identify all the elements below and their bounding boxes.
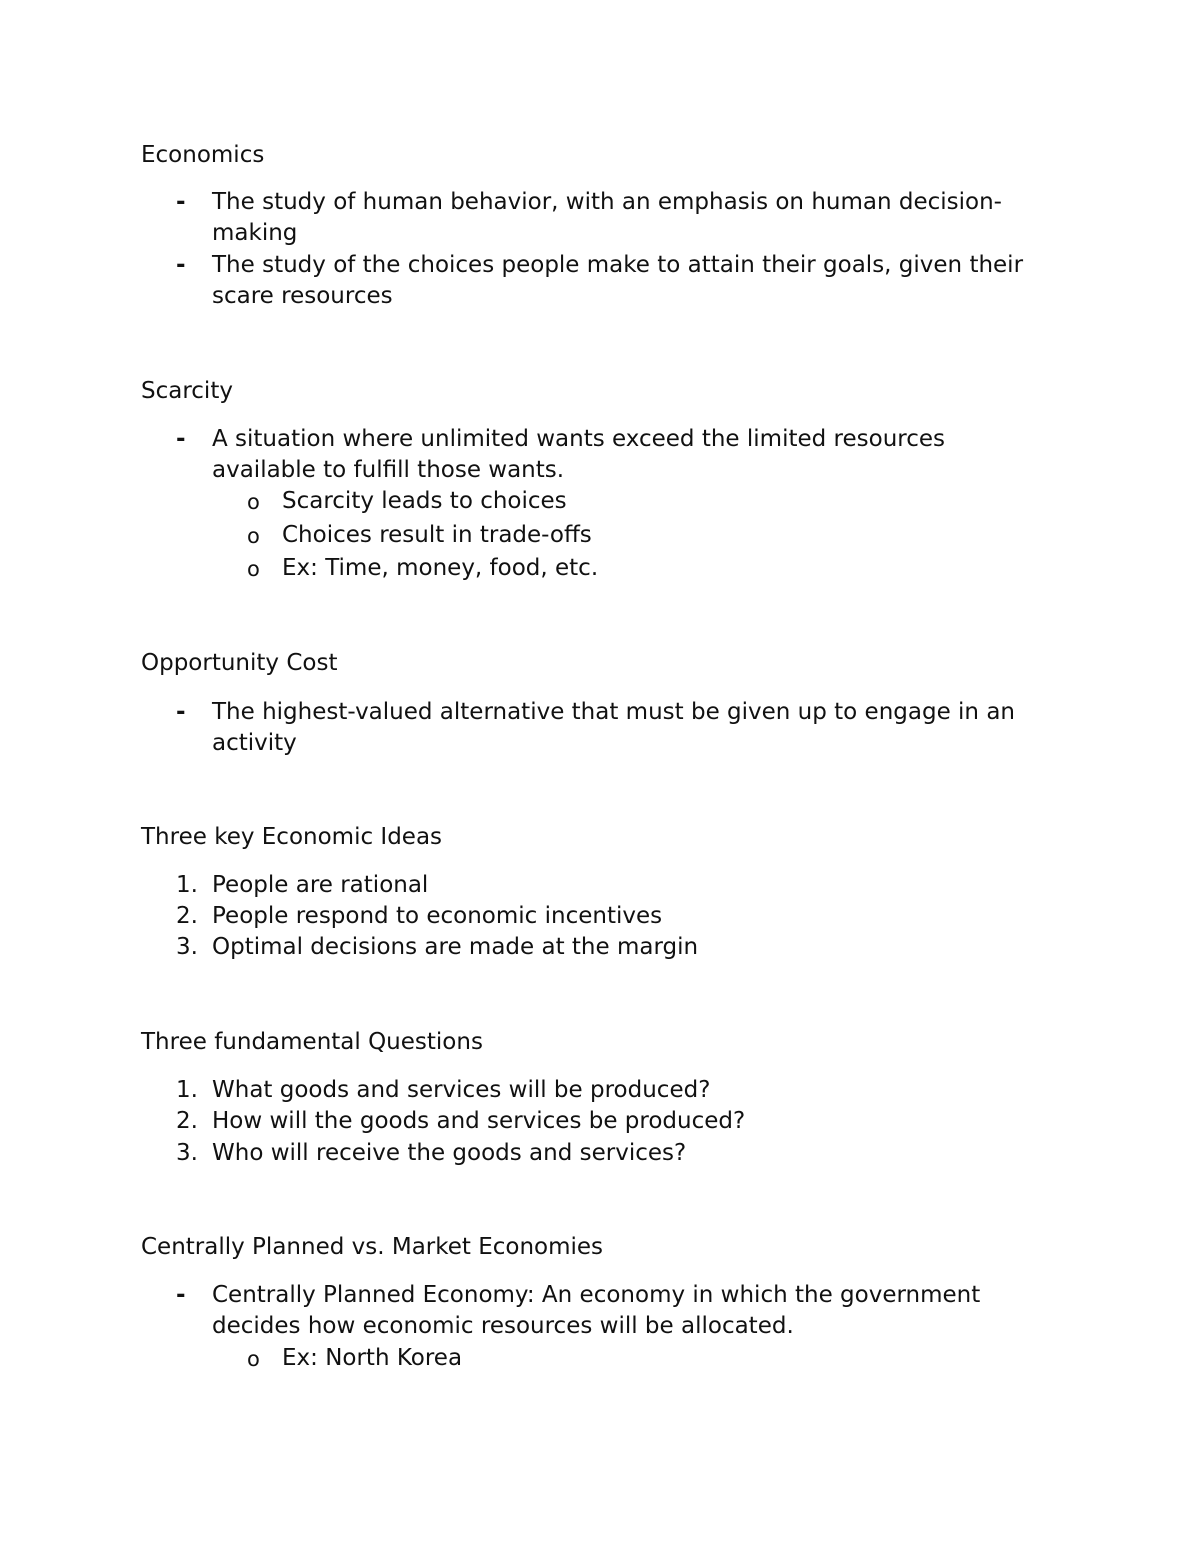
sub-bullet-text: Choices result in trade-offs — [282, 522, 592, 548]
bullet-dash: - — [176, 426, 186, 452]
numbered-item-text: People are rational — [212, 872, 429, 898]
bullet-text-line: The study of the choices people make to attain their goals, given their — [212, 252, 1024, 278]
bullet-text-line: Centrally Planned Economy: An economy in which the government — [212, 1282, 981, 1308]
section-heading-economies: Centrally Planned vs. Market Economies — [141, 1234, 604, 1260]
sub-bullet-marker: o — [247, 557, 260, 581]
section-heading-opportunity-cost: Opportunity Cost — [141, 650, 338, 676]
numbered-marker: 1. — [176, 872, 198, 898]
numbered-marker: 3. — [176, 1140, 198, 1166]
bullet-dash: - — [176, 699, 186, 725]
section-heading-scarcity: Scarcity — [141, 378, 233, 404]
section-heading-economics: Economics — [141, 142, 265, 168]
sub-bullet-marker: o — [247, 490, 260, 514]
bullet-text-line: decides how economic resources will be allocated. — [212, 1313, 794, 1339]
section-heading-key-ideas: Three key Economic Ideas — [141, 824, 443, 850]
sub-bullet-text: Ex: Time, money, food, etc. — [282, 555, 599, 581]
bullet-dash: - — [176, 189, 186, 215]
numbered-marker: 2. — [176, 903, 198, 929]
numbered-item-text: What goods and services will be produced? — [212, 1077, 711, 1103]
numbered-item-text: Who will receive the goods and services? — [212, 1140, 687, 1166]
numbered-item-text: How will the goods and services be produced? — [212, 1108, 746, 1134]
bullet-text-line: A situation where unlimited wants exceed the limited resources — [212, 426, 946, 452]
numbered-marker: 1. — [176, 1077, 198, 1103]
bullet-text-line: making — [212, 220, 298, 246]
bullet-text-line: The study of human behavior, with an emphasis on human decision- — [212, 189, 1002, 215]
bullet-text-line: activity — [212, 730, 297, 756]
bullet-text-line: available to fulfill those wants. — [212, 457, 565, 483]
numbered-marker: 2. — [176, 1108, 198, 1134]
numbered-marker: 3. — [176, 934, 198, 960]
numbered-item-text: People respond to economic incentives — [212, 903, 663, 929]
numbered-item-text: Optimal decisions are made at the margin — [212, 934, 699, 960]
section-heading-fundamental-questions: Three fundamental Questions — [141, 1029, 483, 1055]
bullet-text-line: scare resources — [212, 283, 393, 309]
bullet-dash: - — [176, 1282, 186, 1308]
bullet-text-line: The highest-valued alternative that must be given up to engage in an — [212, 699, 1015, 725]
sub-bullet-text: Scarcity leads to choices — [282, 488, 567, 514]
sub-bullet-text: Ex: North Korea — [282, 1345, 463, 1371]
bullet-dash: - — [176, 252, 186, 278]
sub-bullet-marker: o — [247, 524, 260, 548]
sub-bullet-marker: o — [247, 1347, 260, 1371]
